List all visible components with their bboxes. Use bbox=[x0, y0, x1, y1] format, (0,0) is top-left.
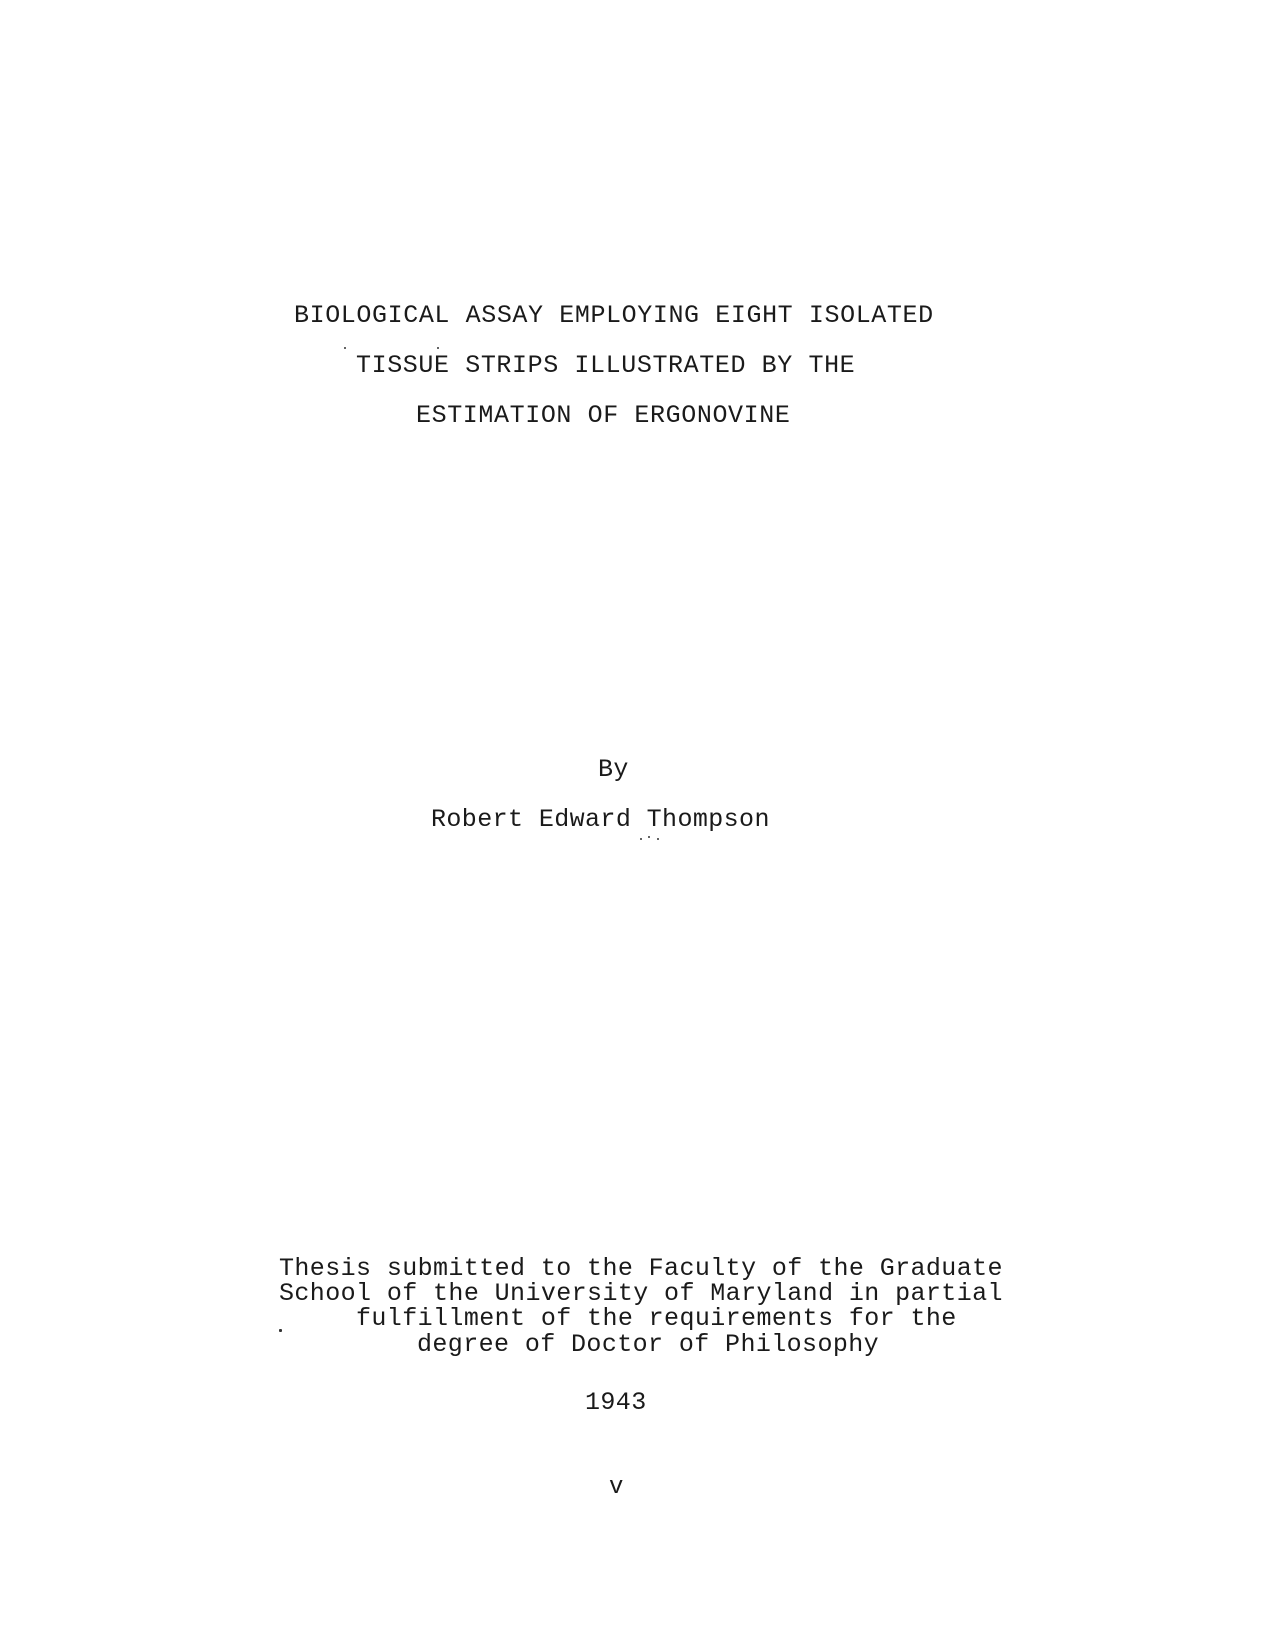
scan-speck bbox=[437, 347, 439, 349]
submission-line-4: degree of Doctor of Philosophy bbox=[417, 1330, 880, 1359]
title-line-1: BIOLOGICAL ASSAY EMPLOYING EIGHT ISOLATED bbox=[294, 301, 934, 330]
scan-speck bbox=[344, 347, 346, 349]
submission-line-1: Thesis submitted to the Faculty of the Graduate bbox=[279, 1254, 1003, 1283]
scan-speck bbox=[648, 836, 650, 838]
scan-speck bbox=[279, 1329, 282, 1332]
scan-speck bbox=[657, 838, 659, 840]
submission-line-3: fulfillment of the requirements for the bbox=[356, 1304, 957, 1333]
scan-speck bbox=[640, 838, 642, 840]
title-line-2: TISSUE STRIPS ILLUSTRATED BY THE bbox=[356, 351, 856, 380]
submission-line-2: School of the University of Maryland in partial bbox=[279, 1279, 1003, 1308]
by-label: By bbox=[598, 755, 629, 784]
year: 1943 bbox=[585, 1388, 647, 1417]
author-name: Robert Edward Thompson bbox=[431, 805, 770, 834]
check-mark-icon: v bbox=[609, 1474, 624, 1501]
title-line-3: ESTIMATION OF ERGONOVINE bbox=[416, 401, 791, 430]
